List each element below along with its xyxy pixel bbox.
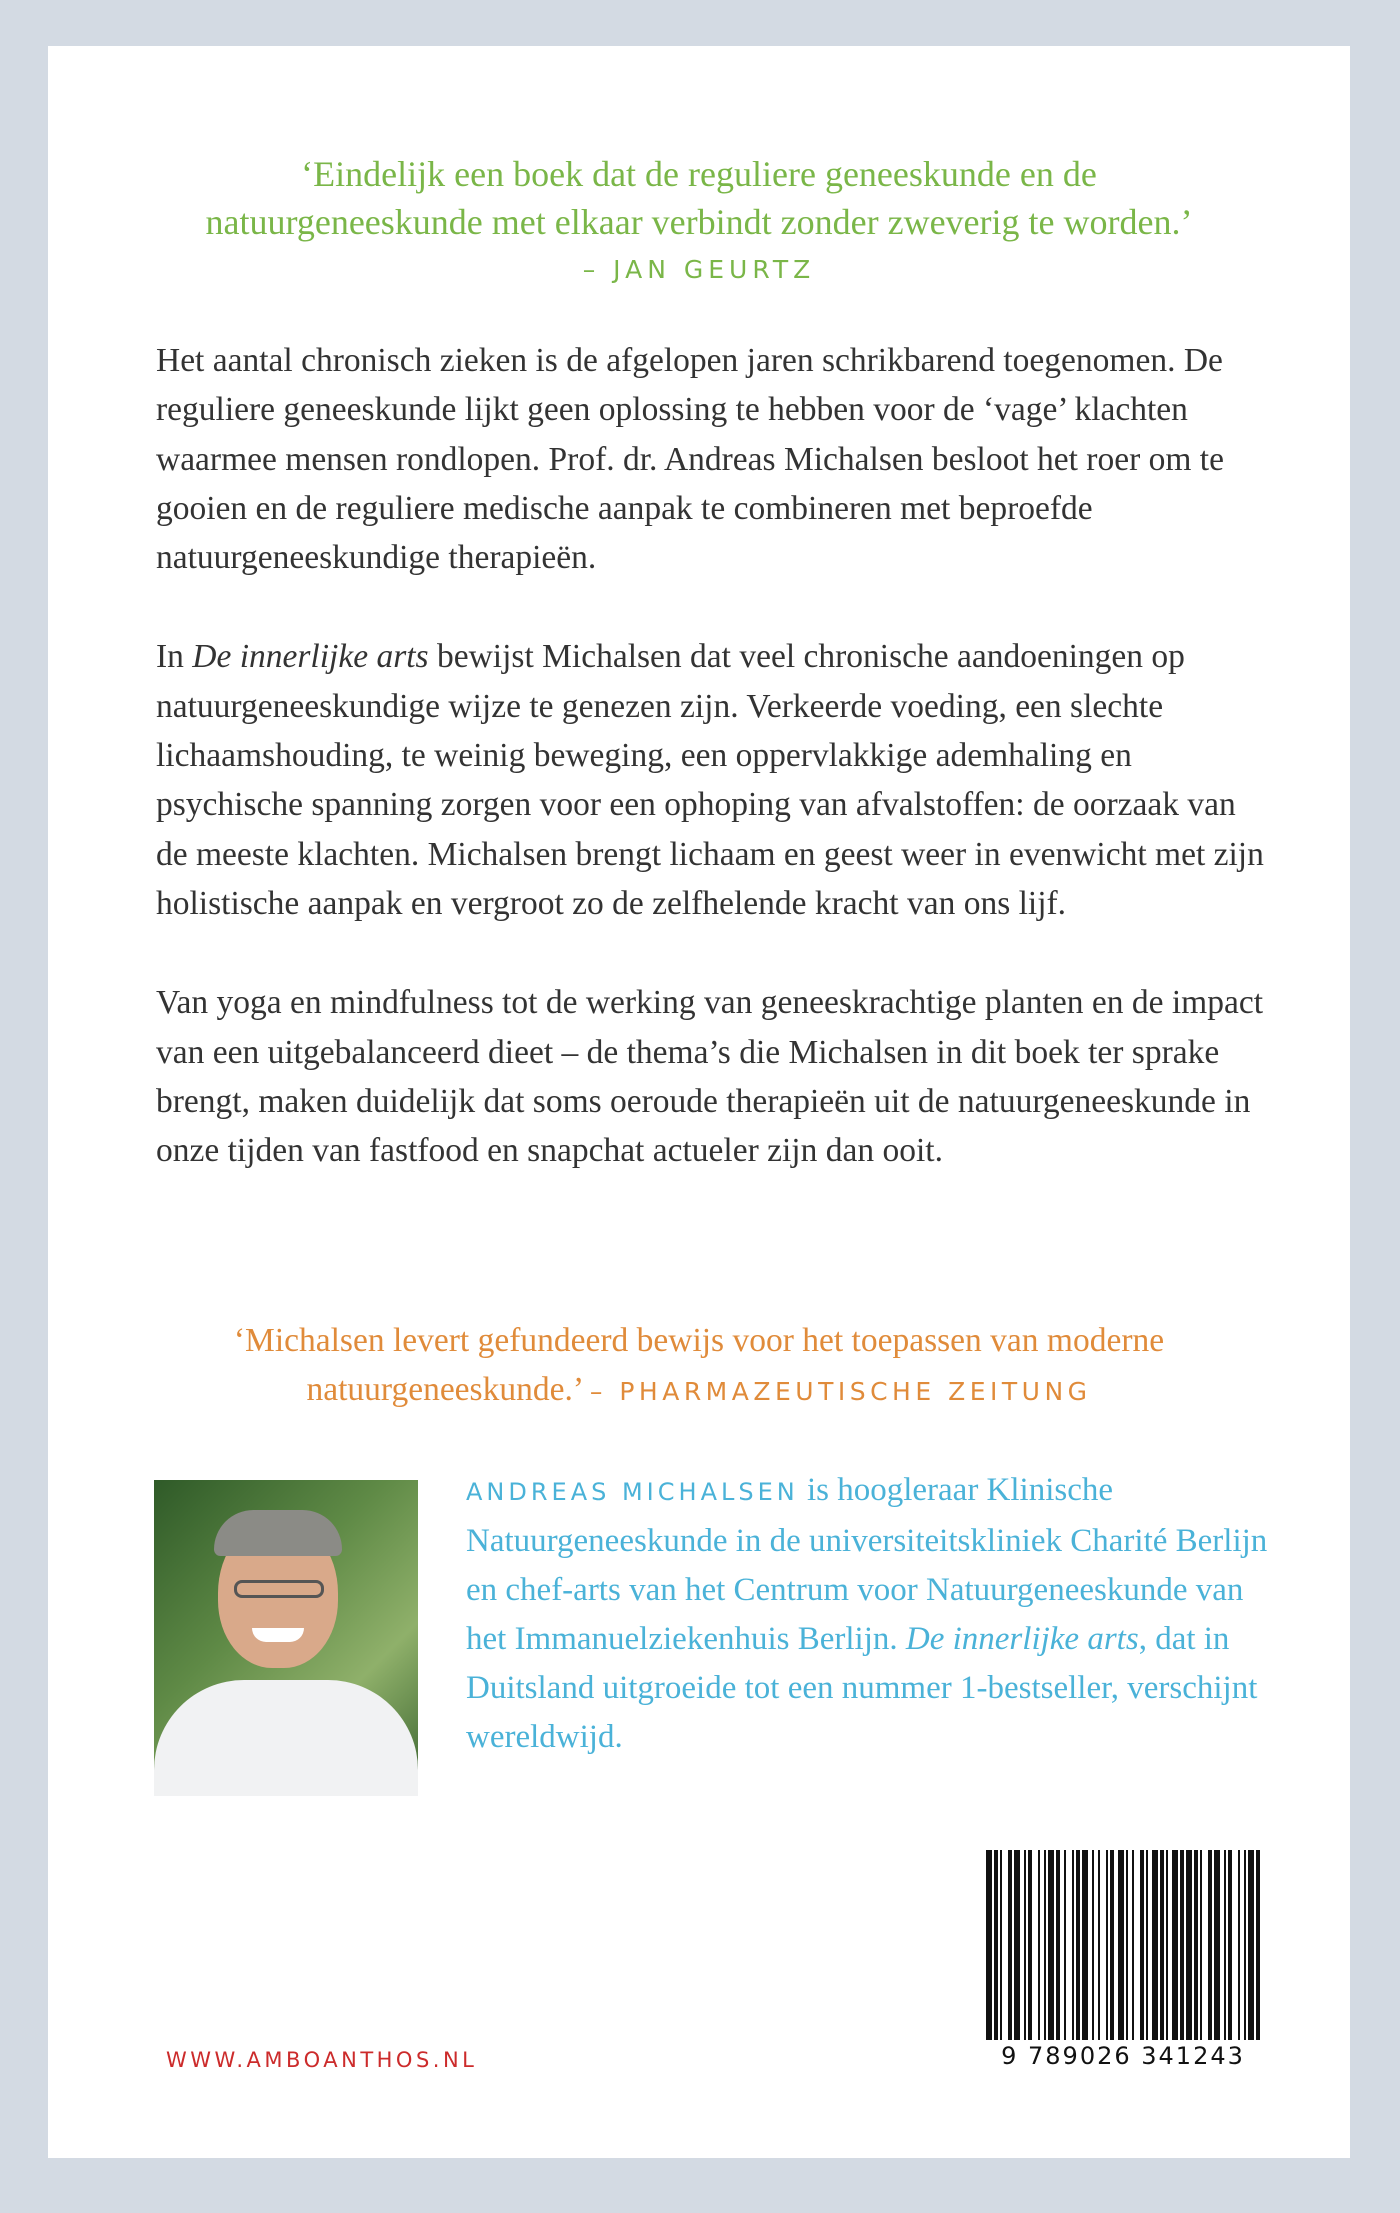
barcode-bar (1000, 1850, 1002, 2040)
quote-top-line2: natuurgeneeskunde met elkaar verbindt zonder zweverig te worden.’ (205, 202, 1193, 242)
author-hair (214, 1510, 342, 1556)
barcode-bars (982, 1850, 1264, 2046)
barcode-bar (1092, 1850, 1094, 2040)
barcode-bar (1072, 1850, 1074, 2040)
bio-text-2: , dat in Duitsland uitgroeide tot een nummer 1-bestseller, verschijnt wereldwijd. (466, 1621, 1258, 1755)
barcode-bar (1028, 1850, 1032, 2040)
barcode-bar (1014, 1850, 1020, 2040)
barcode-bar (1146, 1850, 1148, 2040)
back-cover (48, 46, 1350, 2158)
bio-book-title: De innerlijke arts (905, 1621, 1139, 1657)
p2-prefix: In (156, 638, 193, 676)
author-bio (466, 1466, 1286, 1762)
barcode-bar (1228, 1850, 1232, 2040)
barcode-bar (1132, 1850, 1134, 2040)
author-coat (154, 1680, 418, 1796)
quote-bottom-line1: ‘Michalsen levert gefundeerd bewijs voor het toepassen van moderne (233, 1322, 1165, 1359)
quote-bottom-line2: natuurgeneeskunde.’ (306, 1371, 590, 1408)
endorsement-quote-bottom (48, 1316, 1350, 1416)
barcode-bar (1200, 1850, 1202, 2040)
barcode-bar (1194, 1850, 1198, 2040)
barcode-bar (1044, 1850, 1046, 2040)
publisher-website[interactable]: WWW.AMBOANTHOS.NL (166, 2048, 478, 2072)
quote-top-attribution: – JAN GEURTZ (582, 255, 816, 284)
barcode-bar (1160, 1850, 1164, 2040)
barcode-bar (1244, 1850, 1246, 2040)
barcode-bar (1126, 1850, 1128, 2040)
quote-bottom-line2-wrap (48, 1365, 1350, 1416)
barcode-bar (1166, 1850, 1168, 2040)
barcode-bar (1140, 1850, 1144, 2040)
barcode (982, 1850, 1264, 2090)
barcode-bar (1180, 1850, 1184, 2040)
quote-top-line1: ‘Eindelijk een boek dat de reguliere geneeskunde en de (301, 154, 1097, 194)
barcode-bar (1172, 1850, 1178, 2040)
bio-text-1: is hoogleraar Klinische Natuurgeneeskunde in de universiteitskliniek Charité Berlijn en chef-arts van het Centrum voor Natuurgeneeskunde van het Immanuelziekenhuis Berlijn. (466, 1472, 1268, 1657)
author-smile (252, 1628, 304, 1642)
p2-rest: bewijst Michalsen dat veel chronische aandoeningen op natuurgeneeskundige wijze te genezen zijn. Verkeerde voeding, een slechte lichaamshouding, te weinig beweging, een oppervlakkige ademhaling en psychische spanning zorgen voor een ophoping van afvalstoffen: de oorzaak van de meeste klachten. Michalsen brengt lichaam en geest weer in evenwicht met zijn holistische aanpak en vergroot zo de zelfhelende kracht van ons lijf. (156, 638, 1264, 922)
barcode-bar (1038, 1850, 1040, 2040)
barcode-bar (1110, 1850, 1114, 2040)
barcode-bar (1118, 1850, 1124, 2040)
barcode-bar (986, 1850, 992, 2040)
barcode-bar (1008, 1850, 1012, 2040)
barcode-bar (1256, 1850, 1260, 2040)
isbn-number: 9 789026 341243 (982, 2042, 1264, 2070)
barcode-bar (1248, 1850, 1254, 2040)
barcode-bar (994, 1850, 998, 2040)
book-title: De innerlijke arts (192, 638, 429, 676)
barcode-bar (1186, 1850, 1192, 2040)
barcode-bar (1098, 1850, 1100, 2040)
barcode-bar (1076, 1850, 1080, 2040)
endorsement-quote-top (48, 150, 1350, 294)
barcode-bar (1238, 1850, 1240, 2040)
quote-bottom-attribution: – PHARMAZEUTISCHE ZEITUNG (589, 1377, 1092, 1406)
barcode-bar (1106, 1850, 1108, 2040)
barcode-bar (1208, 1850, 1212, 2040)
barcode-bar (1048, 1850, 1054, 2040)
blurb-paragraph-1: Het aantal chronisch zieken is de afgelopen jaren schrikbarend toegenomen. De reguliere geneeskunde lijkt geen oplossing te hebben voor de ‘vage’ klachten waarmee mensen rondlopen. Prof. dr. Andreas Michalsen besloot het roer om te gooien en de reguliere medische aanpak te combineren met beproefde natuurgeneeskundige therapieën. (156, 342, 1224, 577)
author-glasses (234, 1580, 324, 1598)
author-name: ANDREAS MICHALSEN (466, 1478, 799, 1506)
barcode-bar (1064, 1850, 1066, 2040)
barcode-bar (1082, 1850, 1088, 2040)
barcode-bar (1224, 1850, 1226, 2040)
barcode-bar (1056, 1850, 1060, 2040)
barcode-bar (1214, 1850, 1220, 2040)
blurb (156, 336, 1274, 1225)
barcode-bar (1152, 1850, 1158, 2040)
blurb-paragraph-3: Van yoga en mindfulness tot de werking van geneeskrachtige planten en de impact van een uitgebalanceerd dieet – de thema’s die Michalsen in dit boek ter sprake brengt, maken duidelijk dat soms oeroude therapieën uit de natuurgeneeskunde in onze tijden van fastfood en snapchat actueler zijn dan ooit. (156, 984, 1264, 1170)
author-photo (154, 1480, 418, 1796)
barcode-bar (1024, 1850, 1026, 2040)
blurb-paragraph-2 (156, 632, 1274, 928)
